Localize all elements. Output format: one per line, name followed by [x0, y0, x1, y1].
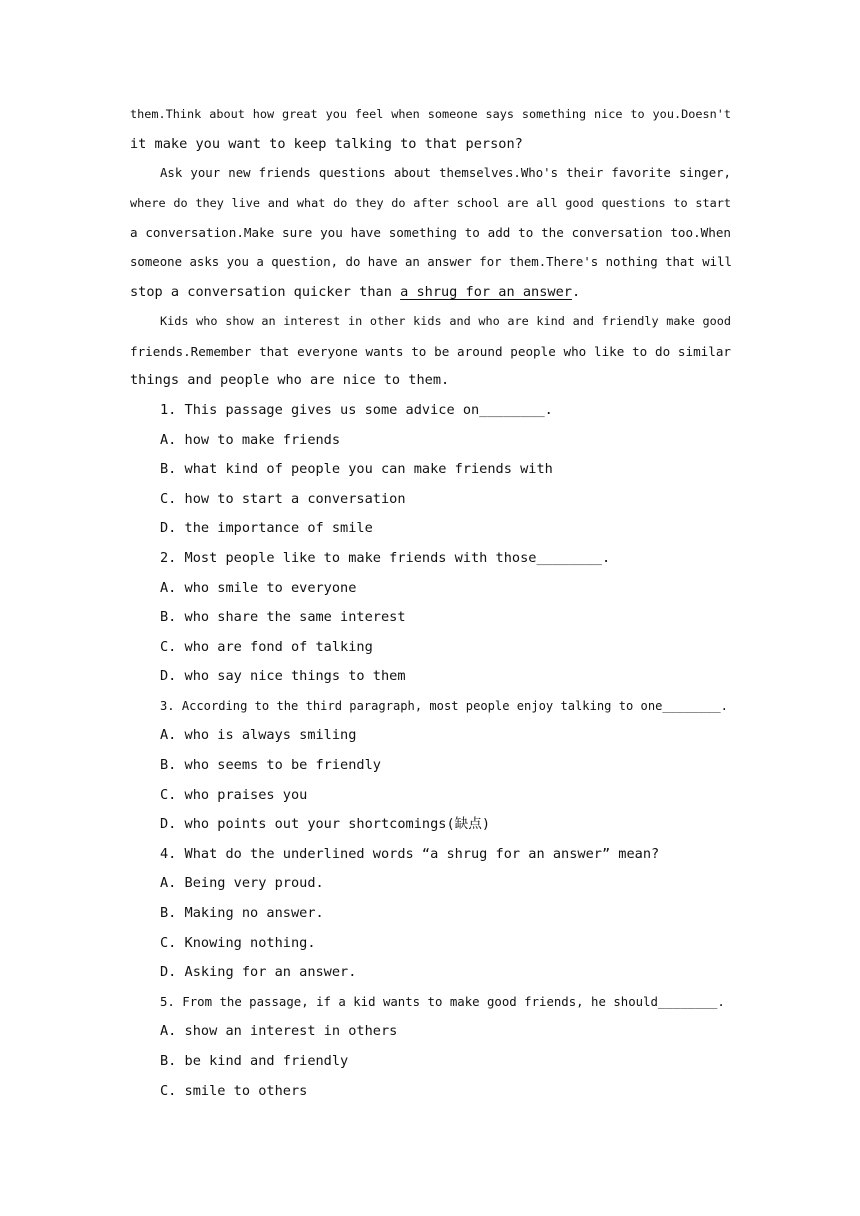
answer-option: A. who smile to everyone — [160, 579, 357, 596]
question-stem: 5. From the passage, if a kid wants to make good friends, he should________. — [160, 994, 725, 1009]
answer-option: A. how to make friends — [160, 431, 341, 448]
question-stem: 4. What do the underlined words “a shrug for an answer” mean? — [160, 845, 660, 862]
question-2 — [130, 544, 731, 692]
answer-option: D. who say nice things to them — [160, 668, 406, 685]
question-5 — [130, 988, 731, 1106]
answer-option: C. who praises you — [160, 786, 308, 803]
question-1 — [130, 396, 731, 544]
passage-line: a conversation.Make sure you have something to add to the conversation too.When — [130, 225, 731, 241]
passage-line: Ask your new friends questions about themselves.Who's their favorite singer, — [160, 166, 731, 181]
answer-option: A. Being very proud. — [160, 875, 324, 892]
passage-line: someone asks you a question, do have an answer for them.There's nothing that will — [130, 254, 732, 269]
answer-option: B. Making no answer. — [160, 905, 324, 922]
underlined-phrase: a shrug for an answer — [400, 283, 572, 300]
question-list — [130, 396, 731, 1106]
answer-option: B. what kind of people you can make friends with — [160, 461, 553, 478]
answer-option: D. Asking for an answer. — [160, 964, 357, 981]
answer-option: C. Knowing nothing. — [160, 934, 316, 951]
answer-option: A. who is always smiling — [160, 727, 357, 744]
answer-option: C. who are fond of talking — [160, 638, 373, 655]
answer-option: B. who share the same interest — [160, 609, 406, 626]
question-4 — [130, 840, 731, 988]
answer-option: D. who points out your shortcomings(缺点) — [160, 816, 491, 833]
answer-option: C. smile to others — [160, 1082, 308, 1099]
passage-line: them.Think about how great you feel when someone says something nice to you.Doesn't — [130, 107, 731, 121]
answer-option: B. be kind and friendly — [160, 1053, 349, 1069]
question-stem: 2. Most people like to make friends with those________. — [160, 549, 611, 566]
passage-line: Kids who show an interest in other kids and who are kind and friendly make good — [160, 314, 731, 329]
question-stem: 3. According to the third paragraph, most people enjoy talking to one________. — [160, 698, 728, 713]
passage-line: friends.Remember that everyone wants to be around people who like to do similar — [130, 343, 731, 359]
passage-line: things and people who are nice to them. — [130, 372, 450, 389]
passage-text: stop a conversation quicker than — [130, 283, 401, 300]
answer-option: D. the importance of smile — [160, 520, 373, 537]
question-3 — [130, 692, 731, 840]
answer-option: B. who seems to be friendly — [160, 757, 381, 774]
passage-line: where do they live and what do they do after school are all good questions to start — [130, 195, 731, 210]
answer-option: C. how to start a conversation — [160, 490, 406, 507]
passage-line: it make you want to keep talking to that person? — [130, 135, 523, 152]
passage-line — [130, 278, 731, 308]
answer-option: A. show an interest in others — [160, 1023, 398, 1040]
passage-text: . — [571, 283, 581, 300]
question-stem: 1. This passage gives us some advice on________. — [160, 401, 553, 418]
reading-passage — [130, 100, 731, 1106]
